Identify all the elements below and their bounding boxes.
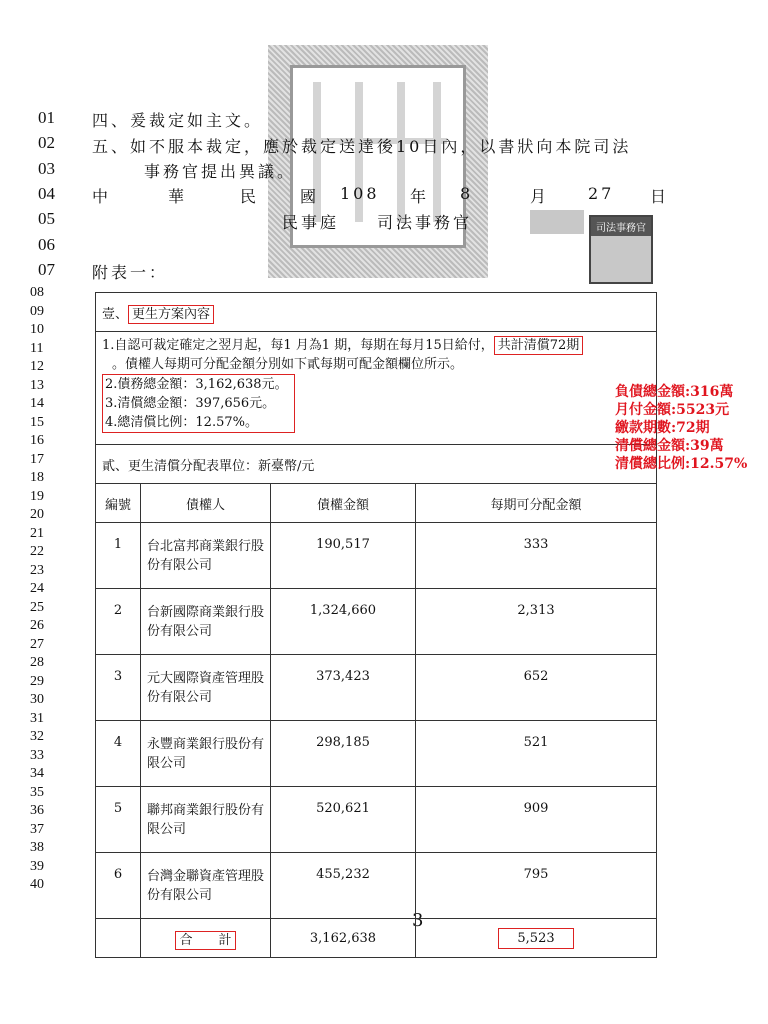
date-part: 中 [92, 187, 112, 206]
item1a: 1.自認可裁定確定之翌月起，每1 月為1 期，每期在每月15日給付， [102, 338, 494, 353]
per-period-amount: 2,313 [517, 603, 555, 618]
line-number: 03 [38, 158, 55, 178]
line-03: 事務官提出異議。 [144, 162, 297, 181]
claim-amount: 190,517 [316, 537, 370, 552]
line-number: 12 [30, 359, 44, 374]
annotation-line: 月付金額:5523元 [615, 402, 730, 418]
line-number: 04 [38, 183, 55, 203]
creditor-name: 台新國際商業銀行股份有限公司 [147, 605, 265, 639]
line-number: 09 [30, 303, 44, 319]
date-part: 8 [460, 184, 474, 203]
date-part: 月 [530, 187, 550, 206]
line-number: 02 [38, 133, 55, 153]
section1-label: 壹、 [102, 306, 129, 322]
date-part: 民 [240, 187, 260, 206]
date-part: 華 [168, 187, 188, 206]
line-number: 08 [30, 285, 44, 300]
line-number: 36 [30, 803, 44, 818]
line-07: 附表一： [92, 263, 169, 282]
line-number: 30 [30, 692, 44, 707]
date-part: 108 [340, 184, 380, 203]
line-number: 19 [30, 488, 44, 504]
creditor-no: 6 [113, 867, 123, 882]
line-number: 31 [30, 710, 44, 726]
creditor-name: 元大國際資產管理股份有限公司 [147, 671, 265, 705]
line-number: 18 [30, 470, 44, 485]
line-number: 26 [30, 618, 44, 633]
item2: 2.債務總金額：3,162,638元。 [105, 377, 288, 392]
table-row [96, 655, 657, 721]
total-empty [96, 919, 141, 958]
line-number: 25 [30, 599, 44, 615]
item1b: 共計清償72期 [494, 336, 584, 355]
claim-amount: 298,185 [316, 735, 370, 750]
line-number: 34 [30, 766, 44, 781]
date-part: 年 [410, 187, 430, 206]
creditor-name: 台灣金聯資產管理股份有限公司 [147, 869, 265, 903]
claim-amount: 373,423 [316, 669, 370, 684]
line-02: 五、如不服本裁定，應於裁定送達後10日內，以書狀向本院司法 [92, 137, 632, 156]
line-number: 22 [30, 544, 44, 559]
date-part: 日 [650, 187, 670, 206]
annotation-line: 清償總金額:39萬 [615, 438, 724, 454]
creditor-name: 永豐商業銀行股份有限公司 [147, 737, 265, 771]
line-number: 17 [30, 451, 44, 467]
line-number: 20 [30, 507, 44, 522]
official-seal [589, 215, 653, 284]
line-number: 37 [30, 821, 44, 837]
total-amount: 3,162,638 [309, 930, 377, 946]
creditor-no: 4 [113, 735, 123, 750]
total-per-period: 5,523 [498, 928, 573, 949]
per-period-amount: 795 [523, 867, 549, 882]
line-number: 14 [30, 396, 44, 411]
line-number: 21 [30, 525, 44, 541]
line-number: 28 [30, 655, 44, 670]
creditor-no: 1 [113, 537, 123, 552]
creditor-no: 3 [113, 669, 123, 684]
line-number: 15 [30, 414, 44, 430]
header-amount: 債權金額 [316, 497, 369, 513]
table-row [96, 853, 657, 919]
date-part: 國 [300, 187, 320, 206]
line-number: 24 [30, 581, 44, 596]
header-creditor: 債權人 [185, 497, 225, 513]
line-number: 23 [30, 562, 44, 578]
page-number: 3 [412, 910, 424, 931]
table-row [96, 589, 657, 655]
section1-title: 更生方案內容 [128, 305, 214, 324]
header-no: 編號 [104, 497, 131, 513]
line-number: 33 [30, 747, 44, 763]
annotation-line: 清償總比例:12.57% [615, 456, 748, 472]
line-number: 32 [30, 729, 44, 744]
red-annotations [615, 383, 747, 473]
section2-title: 貳、更生清償分配表單位：新臺幣/元 [102, 458, 315, 474]
line-number: 05 [38, 209, 55, 229]
line-number: 40 [30, 877, 44, 892]
per-period-amount: 521 [523, 735, 549, 750]
per-period-amount: 333 [523, 537, 549, 552]
line-number: 35 [30, 784, 44, 800]
line-number: 16 [30, 433, 44, 448]
creditor-no: 5 [113, 801, 123, 816]
claim-amount: 1,324,660 [309, 603, 377, 618]
line-number: 29 [30, 673, 44, 689]
table-row [96, 721, 657, 787]
per-period-amount: 909 [523, 801, 549, 816]
creditor-no: 2 [113, 603, 123, 618]
table-row [96, 787, 657, 853]
line-number: 39 [30, 858, 44, 874]
annotation-line: 負債總金額:316萬 [615, 384, 734, 400]
date-part: 27 [588, 184, 615, 203]
creditor-name: 聯邦商業銀行股份有限公司 [147, 803, 265, 837]
line-01: 四、爰裁定如主文。 [92, 111, 264, 130]
line-number: 38 [30, 840, 44, 855]
repayment-table [95, 292, 657, 958]
claim-amount: 455,232 [316, 867, 370, 882]
header-per-period: 每期可分配金額 [490, 497, 582, 513]
line-number: 10 [30, 322, 44, 337]
line-number: 06 [38, 234, 55, 254]
total-label: 合 計 [175, 931, 235, 950]
line-number: 13 [30, 377, 44, 393]
line-number: 27 [30, 636, 44, 652]
creditor-name: 台北富邦商業銀行股份有限公司 [147, 539, 265, 573]
item1c: 。債權人每期可分配金額分別如下貳每期可配金額欄位所示。 [112, 357, 464, 372]
court-seal-stamp [268, 45, 488, 278]
line-05: 民事庭 司法事務官 [282, 213, 473, 232]
line-number: 01 [38, 108, 55, 127]
claim-amount: 520,621 [316, 801, 370, 816]
table-row [96, 523, 657, 589]
redacted-name [530, 210, 584, 234]
seal-label: 司法事務官 [591, 217, 651, 236]
annotation-line: 繳款期數:72期 [615, 420, 710, 436]
line-number: 07 [38, 259, 55, 279]
per-period-amount: 652 [523, 669, 549, 684]
item3: 3.清償總金額：397,656元。 [105, 396, 276, 411]
line-number: 11 [30, 340, 44, 356]
item4: 4.總清償比例：12.57%。 [105, 415, 258, 430]
